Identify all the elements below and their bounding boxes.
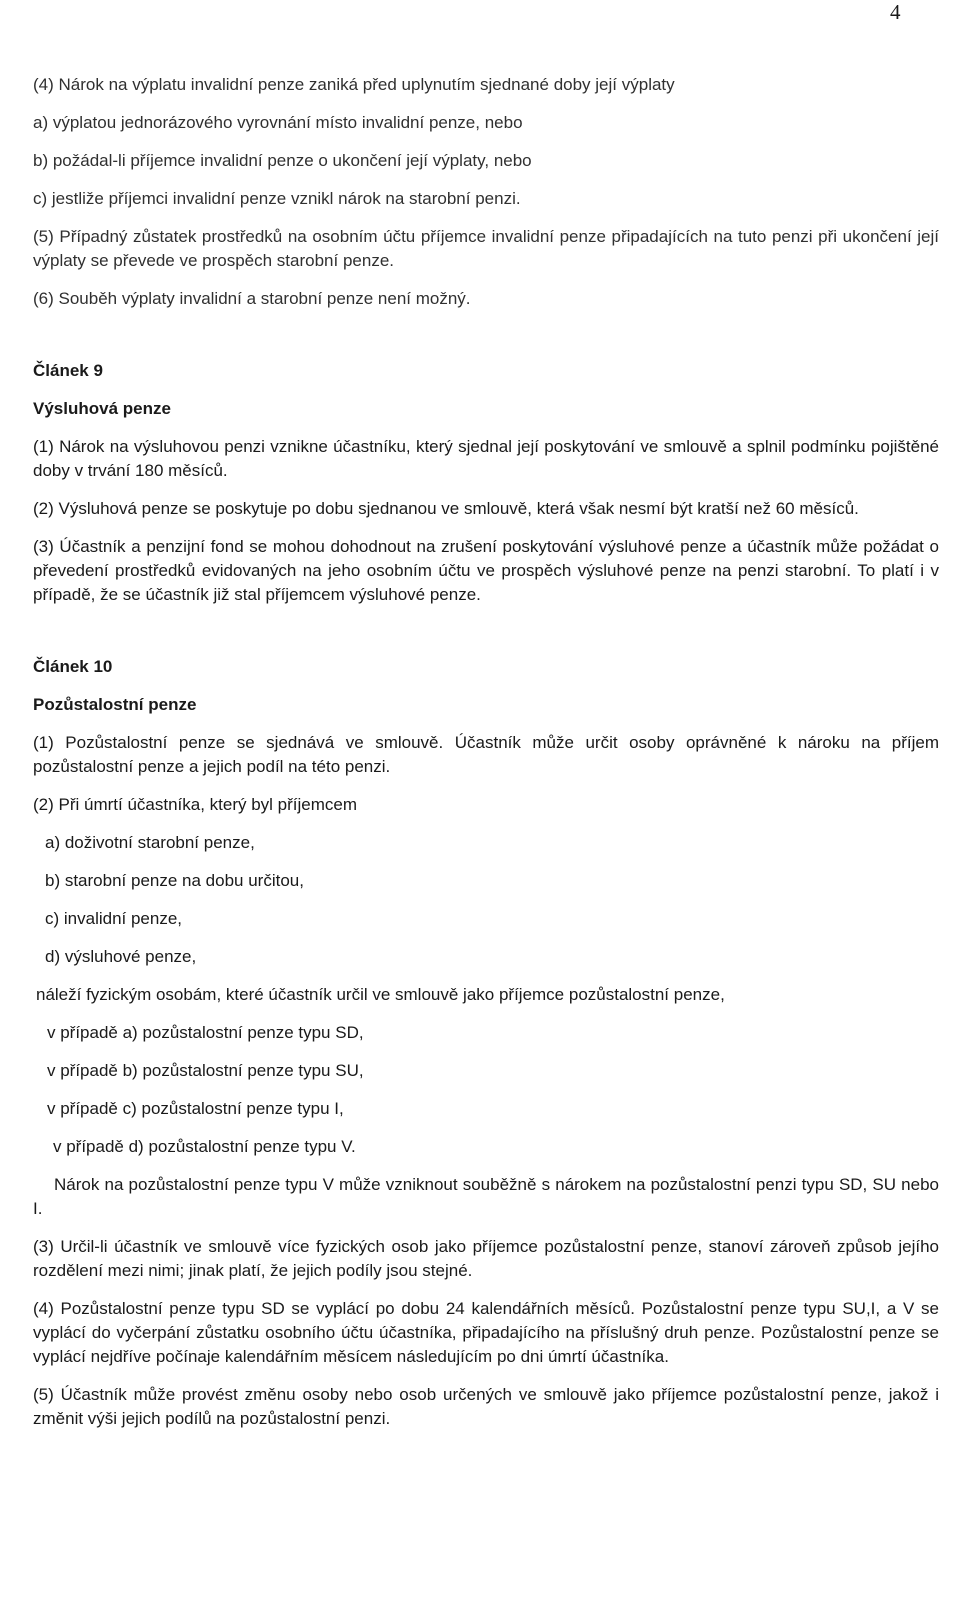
article-9-title: Výsluhová penze	[33, 399, 171, 418]
page-number: 4	[890, 0, 901, 24]
paragraph-10-note: Nárok na pozůstalostní penze typu V může vzniknout souběžně s nárokem na pozůstalostní penzi typu SD, SU nebo I.	[33, 1175, 939, 1218]
case-d: v případě d) pozůstalostní penze typu V.	[53, 1137, 356, 1156]
paragraph-10-5: (5) Účastník může provést změnu osoby nebo osob určených ve smlouvě jako příjemce pozůstalostní penze, jakož i změnit výši jejich podílů na pozůstalostní penzi.	[33, 1385, 939, 1428]
paragraph-9-3: (3) Účastník a penzijní fond se mohou dohodnout na zrušení poskytování výsluhové penze a účastník může požádat o převedení prostředků evidovaných na jeho osobním účtu ve prospěch výsluhové penze na penzi starobní. To platí i v případě, že se účastník již stal příjemcem výsluhové penze.	[33, 537, 939, 604]
document-body	[33, 73, 939, 1431]
article-10-title: Pozůstalostní penze	[33, 695, 197, 714]
case-a: v případě a) pozůstalostní penze typu SD,	[47, 1023, 364, 1042]
paragraph-10-2-rest: náleží fyzickým osobám, které účastník určil ve smlouvě jako příjemce pozůstalostní penze,	[36, 985, 725, 1004]
article-10-number: Článek 10	[33, 657, 113, 676]
paragraph-10-1: (1) Pozůstalostní penze se sjednává ve smlouvě. Účastník může určit osoby oprávněné k nároku na příjem pozůstalostní penze a jejich podíl na této penzi.	[33, 733, 939, 776]
paragraph-10-2b: b) starobní penze na dobu určitou,	[45, 871, 304, 890]
paragraph-8-6: (6) Souběh výplaty invalidní a starobní penze není možný.	[33, 289, 471, 308]
article-9-number: Článek 9	[33, 361, 103, 380]
paragraph-10-2: (2) Při úmrtí účastníka, který byl příjemcem	[33, 795, 358, 814]
paragraph-10-4: (4) Pozůstalostní penze typu SD se vyplácí po dobu 24 kalendářních měsíců. Pozůstalostní penze typu SU,I, a V se vyplácí do vyčerpání zůstatku osobního účtu účastníka, připadajícího na příslušný druh penze. Pozůstalostní penze se vyplácí nejdříve počínaje kalendářním měsícem následujícím po dni úmrtí účastníka.	[33, 1299, 939, 1366]
paragraph-8-4: (4) Nárok na výplatu invalidní penze zaniká před uplynutím sjednané doby její výplaty	[33, 75, 675, 94]
paragraph-10-2a: a) doživotní starobní penze,	[45, 833, 255, 852]
paragraph-9-1: (1) Nárok na výsluhovou penzi vznikne účastníku, který sjednal její poskytování ve smlouvě a splnil podmínku pojištěné doby v trvání 180 měsíců.	[33, 437, 939, 480]
paragraph-10-3: (3) Určil-li účastník ve smlouvě více fyzických osob jako příjemce pozůstalostní penze, stanoví zároveň způsob jejího rozdělení mezi nimi; jinak platí, že jejich podíly jsou stejné.	[33, 1237, 939, 1280]
case-c: v případě c) pozůstalostní penze typu I,	[47, 1099, 344, 1118]
paragraph-8-4b: b) požádal-li příjemce invalidní penze o ukončení její výplaty, nebo	[33, 151, 532, 170]
case-b: v případě b) pozůstalostní penze typu SU,	[47, 1061, 364, 1080]
paragraph-10-2d: d) výsluhové penze,	[45, 947, 197, 966]
paragraph-10-2c: c) invalidní penze,	[45, 909, 183, 928]
paragraph-8-4a: a) výplatou jednorázového vyrovnání místo invalidní penze, nebo	[33, 113, 523, 132]
paragraph-8-4c: c) jestliže příjemci invalidní penze vznikl nárok na starobní penzi.	[33, 189, 521, 208]
paragraph-8-5: (5) Případný zůstatek prostředků na osobním účtu příjemce invalidní penze připadajících na tuto penzi při ukončení její výplaty se převede ve prospěch starobní penze.	[33, 227, 939, 270]
paragraph-9-2: (2) Výsluhová penze se poskytuje po dobu sjednanou ve smlouvě, která však nesmí být kratší než 60 měsíců.	[33, 499, 859, 518]
